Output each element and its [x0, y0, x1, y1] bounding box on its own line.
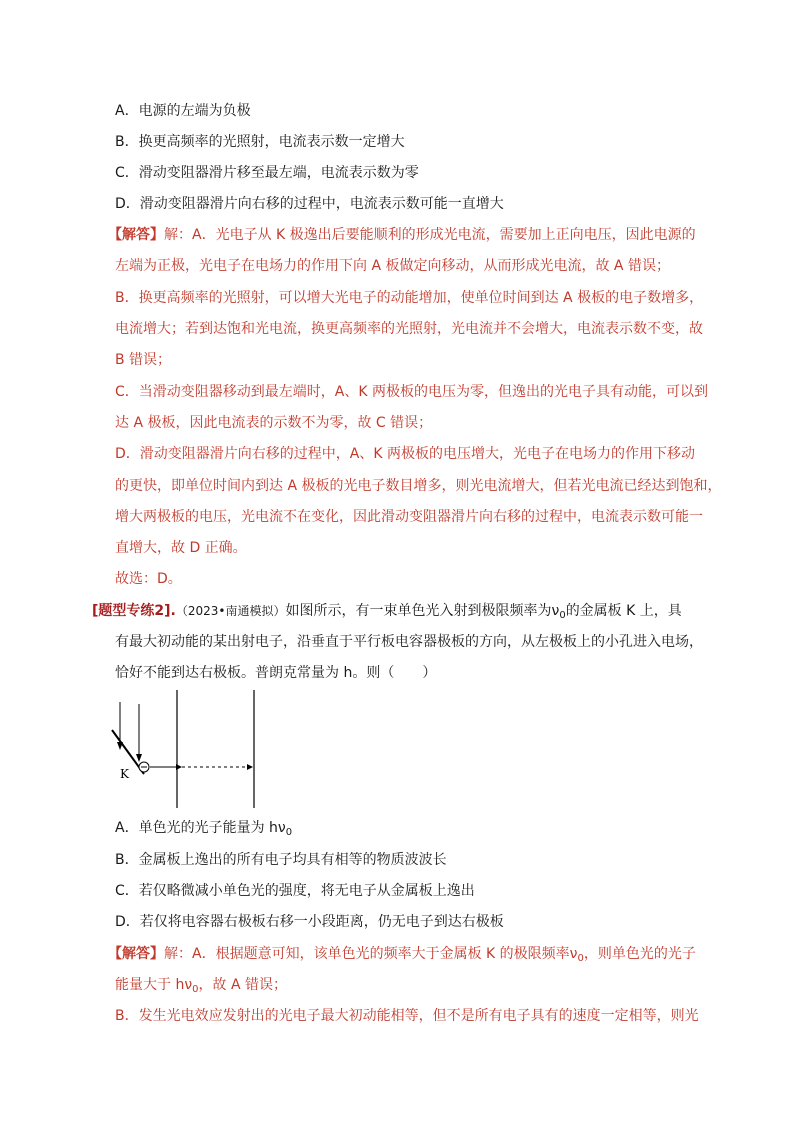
- question-tag: [题型专练2].: [92, 603, 176, 619]
- option-d: D．滑动变阻器滑片向右移的过程中，电流表示数可能一直增大: [115, 196, 504, 212]
- q2-option-c: C．若仅略微减小单色光的强度，将无电子从金属板上逸出: [115, 883, 475, 899]
- answer-tag: 【解答】: [108, 946, 164, 962]
- answer-line: 增大两极板的电压，光电流不在变化，因此滑动变阻器滑片向右移的过程中，电流表示数可能一: [115, 509, 703, 525]
- answer-tag: 【解答】: [108, 227, 164, 243]
- stem-line-2: 有最大初动能的某出射电子，沿垂直于平行板电容器极板的方向，从左极板上的小孔进入电场，: [115, 634, 703, 650]
- answer-line: C．当滑动变阻器移动到最左端时，A、K 两极板的电压为零，但逸出的光电子具有动能，可以到: [115, 384, 708, 400]
- answer-block-1: [108, 225, 696, 245]
- q2-answer-line-3: B．发生光电效应发射出的光电子最大初动能相等，但不是所有电子具有的速度一定相等，则光: [115, 1008, 699, 1024]
- answer-line: B．换更高频率的光照射，可以增大光电子的动能增加，使单位时间到达 A 极板的电子数增多，: [115, 290, 704, 306]
- option-b: B．换更高频率的光照射，电流表示数一定增大: [115, 134, 405, 150]
- figure-label-k: K: [120, 767, 129, 781]
- q2-option-d: D．若仅将电容器右极板右移一小段距离，仍无电子到达右极板: [115, 914, 504, 930]
- answer-line: 电流增大；若到达饱和光电流，换更高频率的光照射，光电流并不会增大，电流表示数不变，故: [115, 321, 703, 337]
- answer-line: 左端为正极，光电子在电场力的作用下向 A 板做定向移动，从而形成光电流，故 A 错误；: [115, 258, 670, 274]
- photoelectric-figure: [108, 690, 268, 815]
- stem-text-tail: 的金属板 K 上，具: [565, 603, 682, 619]
- answer-line: 解：A．光电子从 K 极逸出后要能顺利的形成光电流，需要加上正向电压，因此电源的: [164, 227, 696, 243]
- q2-option-a: A．单色光的光子能量为 $h\nu_0$: [115, 820, 293, 838]
- stem-subscript: 0: [559, 610, 566, 621]
- answer-line: 达 A 极板，因此电流表的示数不为零，故 C 错误；: [115, 415, 433, 431]
- answer-line: D．滑动变阻器滑片向右移的过程中，A、K 两极板的电压增大，光电子在电场力的作用下移动: [115, 446, 695, 462]
- answer-conclusion: 故选：D。: [115, 571, 182, 587]
- option-c: C．滑动变阻器滑片移至最左端，电流表示数为零: [115, 165, 419, 181]
- q2-answer-line-2: 能量大于 $h\nu_0$，故 A 错误；: [115, 977, 288, 995]
- answer-line: B 错误；: [115, 352, 172, 368]
- stem-text: 如图所示，有一束单色光入射到极限频率为ν: [285, 603, 560, 619]
- question-source: （2023•南通模拟）: [175, 604, 286, 618]
- stem-line-3: 恰好不能到达右极板。普朗克常量为 h。则（ ）: [115, 665, 437, 681]
- option-a: A．电源的左端为负极: [115, 103, 251, 119]
- question-2-stem: [92, 601, 682, 626]
- q2-option-b: B．金属板上逸出的所有电子均具有相等的物质波波长: [115, 852, 447, 868]
- answer-line: 直增大，故 D 正确。: [115, 540, 247, 556]
- q2-answer-line-1: 【解答】解：A．根据题意可知，该单色光的频率大于金属板 K 的极限频率$\nu_0$，则单色光的光子: [108, 946, 696, 964]
- answer-line: 的更快，即单位时间内到达 A 极板的光电子数目增多，则光电流增大，但若光电流已经达到饱和，: [115, 478, 722, 494]
